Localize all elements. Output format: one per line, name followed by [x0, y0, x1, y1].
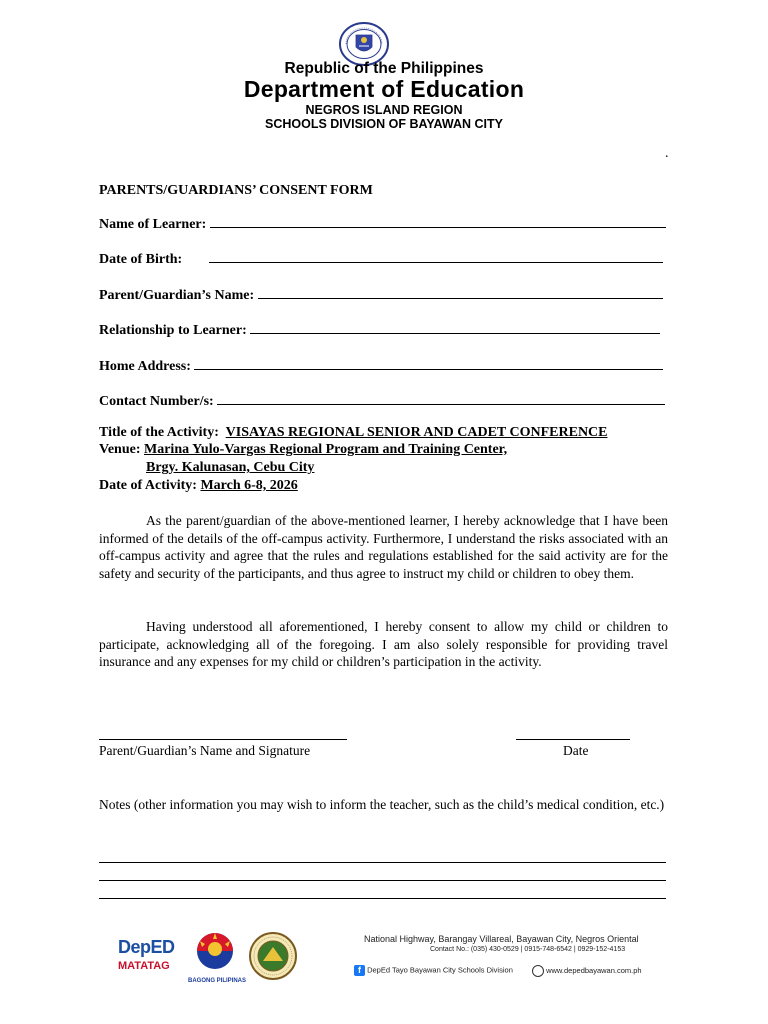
venue-label: Venue:: [99, 442, 141, 457]
deped-matatag-logo: [118, 937, 180, 981]
header-department: Department of Education: [243, 76, 525, 102]
activity-title-row: [99, 425, 608, 441]
matatag-logo-text: MATATAG: [118, 960, 170, 972]
facebook-icon: f: [354, 965, 365, 976]
acknowledgement-paragraph: As the parent/guardian of the above-mentioned learner, I hereby acknowledge that I have been informed of the details of the off-campus activity. Furthermore, I understand the risks associated with an off-campus activity and agree that the rules and regulations established for the said activity are for the safety and security of the participants, and thus agree to instruct my child or children to obey them.: [99, 513, 668, 581]
date-line[interactable]: [516, 739, 630, 740]
header-republic: Republic of the Philippines: [284, 60, 484, 77]
bagong-pilipinas-logo: [188, 929, 247, 985]
footer-facebook[interactable]: [354, 965, 513, 976]
header-region: NEGROS ISLAND REGION: [305, 103, 463, 117]
footer-contact: Contact No.: (035) 430-0529 | 0915-748-6542 | 0929-152-4153: [430, 946, 626, 953]
signature-line[interactable]: [99, 739, 347, 740]
fill-line[interactable]: [209, 248, 663, 263]
date-label: Date: [563, 743, 589, 758]
field-contact-number: [99, 390, 666, 410]
venue-row-2: [146, 460, 314, 476]
notes-line-2[interactable]: [99, 880, 666, 881]
venue-value-line2: Brgy. Kalunasan, Cebu City: [146, 460, 315, 475]
facebook-page-text: DepEd Tayo Bayawan City Schools Division: [367, 965, 513, 975]
footer: [108, 927, 668, 985]
fill-line[interactable]: [194, 355, 663, 370]
activity-date-row: [99, 478, 298, 494]
fill-line[interactable]: [258, 284, 663, 299]
form-title: PARENTS/GUARDIANS’ CONSENT FORM: [99, 183, 373, 198]
field-label: Contact Number/s:: [99, 394, 218, 409]
field-date-of-birth: [99, 248, 666, 268]
deped-logo-text: DepED: [118, 937, 175, 957]
globe-icon: [532, 965, 544, 977]
field-relationship: [99, 319, 666, 339]
activity-title-label: Title of the Activity:: [99, 425, 219, 440]
activity-date-value: March 6-8, 2026: [200, 478, 298, 493]
venue-value-line1: Marina Yulo-Vargas Regional Program and Training Center,: [144, 442, 508, 457]
signature-label: Parent/Guardian’s Name and Signature: [99, 743, 311, 758]
field-guardian-name: [99, 284, 666, 304]
fill-line[interactable]: [250, 319, 660, 334]
field-label: Home Address:: [99, 359, 195, 374]
activity-title-value: VISAYAS REGIONAL SENIOR AND CADET CONFERENCE: [225, 425, 608, 440]
field-home-address: [99, 355, 666, 375]
notes-line-1[interactable]: [99, 862, 666, 863]
bagong-pilipinas-emblem-icon: [188, 929, 242, 973]
fill-line[interactable]: [217, 390, 665, 405]
venue-row: [99, 442, 507, 458]
notes-line-3[interactable]: [99, 898, 666, 899]
division-seal-icon: [248, 931, 298, 981]
fill-line[interactable]: [210, 213, 666, 228]
field-learner-name: [99, 213, 666, 233]
bagong-pilipinas-text: BAGONG PILIPINAS: [188, 978, 247, 984]
activity-date-label: Date of Activity:: [99, 478, 197, 493]
consent-paragraph: Having understood all aforementioned, I hereby consent to allow my child or children to participate, acknowledging all of the foregoing. I am also solely responsible for providing travel insurance and any expenses for my child or children’s participation in the activity.: [99, 619, 668, 670]
footer-website[interactable]: [532, 965, 642, 977]
field-label: Relationship to Learner:: [99, 323, 251, 338]
field-label: Name of Learner:: [99, 217, 210, 232]
field-label: Date of Birth:: [99, 252, 186, 267]
notes-label: Notes (other information you may wish to inform the teacher, such as the child’s medical condition, etc.): [99, 797, 665, 812]
field-label: Parent/Guardian’s Name:: [99, 288, 258, 303]
header-division: SCHOOLS DIVISION OF BAYAWAN CITY: [264, 117, 503, 131]
footer-address: National Highway, Barangay Villareal, Bayawan City, Negros Oriental: [364, 934, 639, 944]
website-text: www.depedbayawan.com.ph: [546, 965, 642, 975]
stray-mark: .: [665, 146, 669, 161]
